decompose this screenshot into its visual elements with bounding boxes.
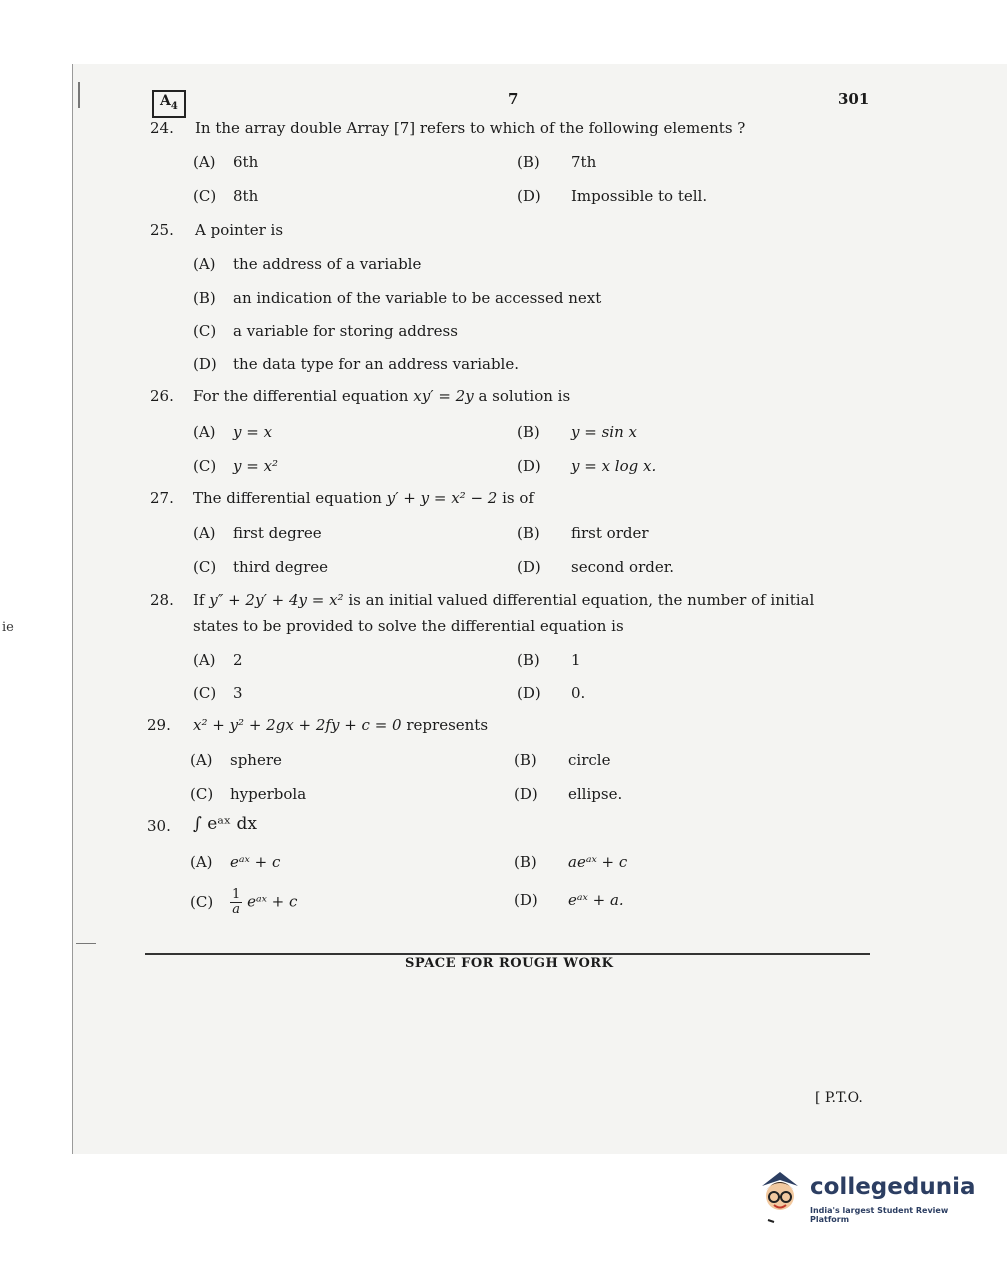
option-a: (A) sphere xyxy=(190,751,282,769)
rough-work-divider xyxy=(145,953,870,955)
option-c: (C) $\frac{1}{a}$ eᵃˣ + c xyxy=(190,887,298,917)
code-number: 301 xyxy=(838,90,870,108)
option-b: (B) circle xyxy=(514,751,611,769)
side-text: ie xyxy=(2,620,14,635)
option-c: (C) 3 xyxy=(193,684,243,702)
option-b: (B) y = sin x xyxy=(517,423,637,441)
option-b: (B) first order xyxy=(517,524,649,542)
question-number: 29. xyxy=(147,716,171,734)
binding-mark xyxy=(76,943,96,944)
equation: y′ + y = x² − 2 xyxy=(386,489,498,507)
option-d: (D) 0. xyxy=(517,684,586,702)
question-text: For the differential equation xy′ = 2y a solution is xyxy=(193,387,571,405)
option-b: (B) 1 xyxy=(517,651,581,669)
page-number: 7 xyxy=(508,90,519,108)
option-b: (B) 7th xyxy=(517,153,597,171)
question-text: In the array double Array [7] refers to which of the following elements ? xyxy=(195,119,746,137)
fraction: $\frac{1}{a}$ xyxy=(232,887,241,917)
option-a: (A) the address of a variable xyxy=(193,255,422,273)
question-text-line2: states to be provided to solve the differential equation is xyxy=(193,617,624,635)
option-c: (C) hyperbola xyxy=(190,785,307,803)
option-b: (B) an indication of the variable to be accessed next xyxy=(193,289,602,307)
question-text: x² + y² + 2gx + 2fy + c = 0 represents xyxy=(193,716,489,734)
option-d: (D) the data type for an address variable. xyxy=(193,355,519,373)
logo-name: collegedunia xyxy=(810,1174,976,1200)
option-a: (A) 6th xyxy=(193,153,259,171)
option-a: (A) 2 xyxy=(193,651,243,669)
rough-work-label: SPACE FOR ROUGH WORK xyxy=(405,956,614,971)
option-d: (D) eᵃˣ + a. xyxy=(514,891,624,909)
option-a: (A) first degree xyxy=(193,524,322,542)
option-d: (D) Impossible to tell. xyxy=(517,187,708,205)
question-number: 26. xyxy=(150,387,174,405)
question-number: 28. xyxy=(150,591,174,609)
option-d: (D) ellipse. xyxy=(514,785,623,803)
equation: x² + y² + 2gx + 2fy + c = 0 xyxy=(193,716,402,734)
page-edge xyxy=(72,64,73,1154)
question-number: 25. xyxy=(150,221,174,239)
paper-code: $A_4$ xyxy=(152,90,186,118)
option-c: (C) 8th xyxy=(193,187,259,205)
option-b: (B) aeᵃˣ + c xyxy=(514,853,628,871)
option-c: (C) y = x² xyxy=(193,457,279,475)
collegedunia-logo xyxy=(752,1168,982,1228)
question-text: A pointer is xyxy=(195,221,284,239)
option-a: (A) y = x xyxy=(193,423,273,441)
option-d: (D) y = x log x. xyxy=(517,457,657,475)
option-d: (D) second order. xyxy=(517,558,675,576)
question-number: 24. xyxy=(150,119,174,137)
question-number: 30. xyxy=(147,817,171,835)
logo-tagline: India's largest Student Review Platform xyxy=(810,1206,949,1224)
equation: y″ + 2y′ + 4y = x² xyxy=(209,591,344,609)
option-c: (C) a variable for storing address xyxy=(193,322,458,340)
question-text: The differential equation y′ + y = x² − 2 is of xyxy=(193,489,534,507)
option-a: (A) eᵃˣ + c xyxy=(190,853,281,871)
integral-expression: ∫ eᵃˣ dx xyxy=(193,814,257,834)
question-text: If y″ + 2y′ + 4y = x² is an initial valued differential equation, the number of initial xyxy=(193,591,815,609)
option-c: (C) third degree xyxy=(193,558,329,576)
question-number: 27. xyxy=(150,489,174,507)
mascot-icon xyxy=(752,1168,808,1228)
equation: xy′ = 2y xyxy=(413,387,474,405)
binding-mark xyxy=(78,82,80,108)
pto-label: [ P.T.O. xyxy=(815,1090,863,1106)
